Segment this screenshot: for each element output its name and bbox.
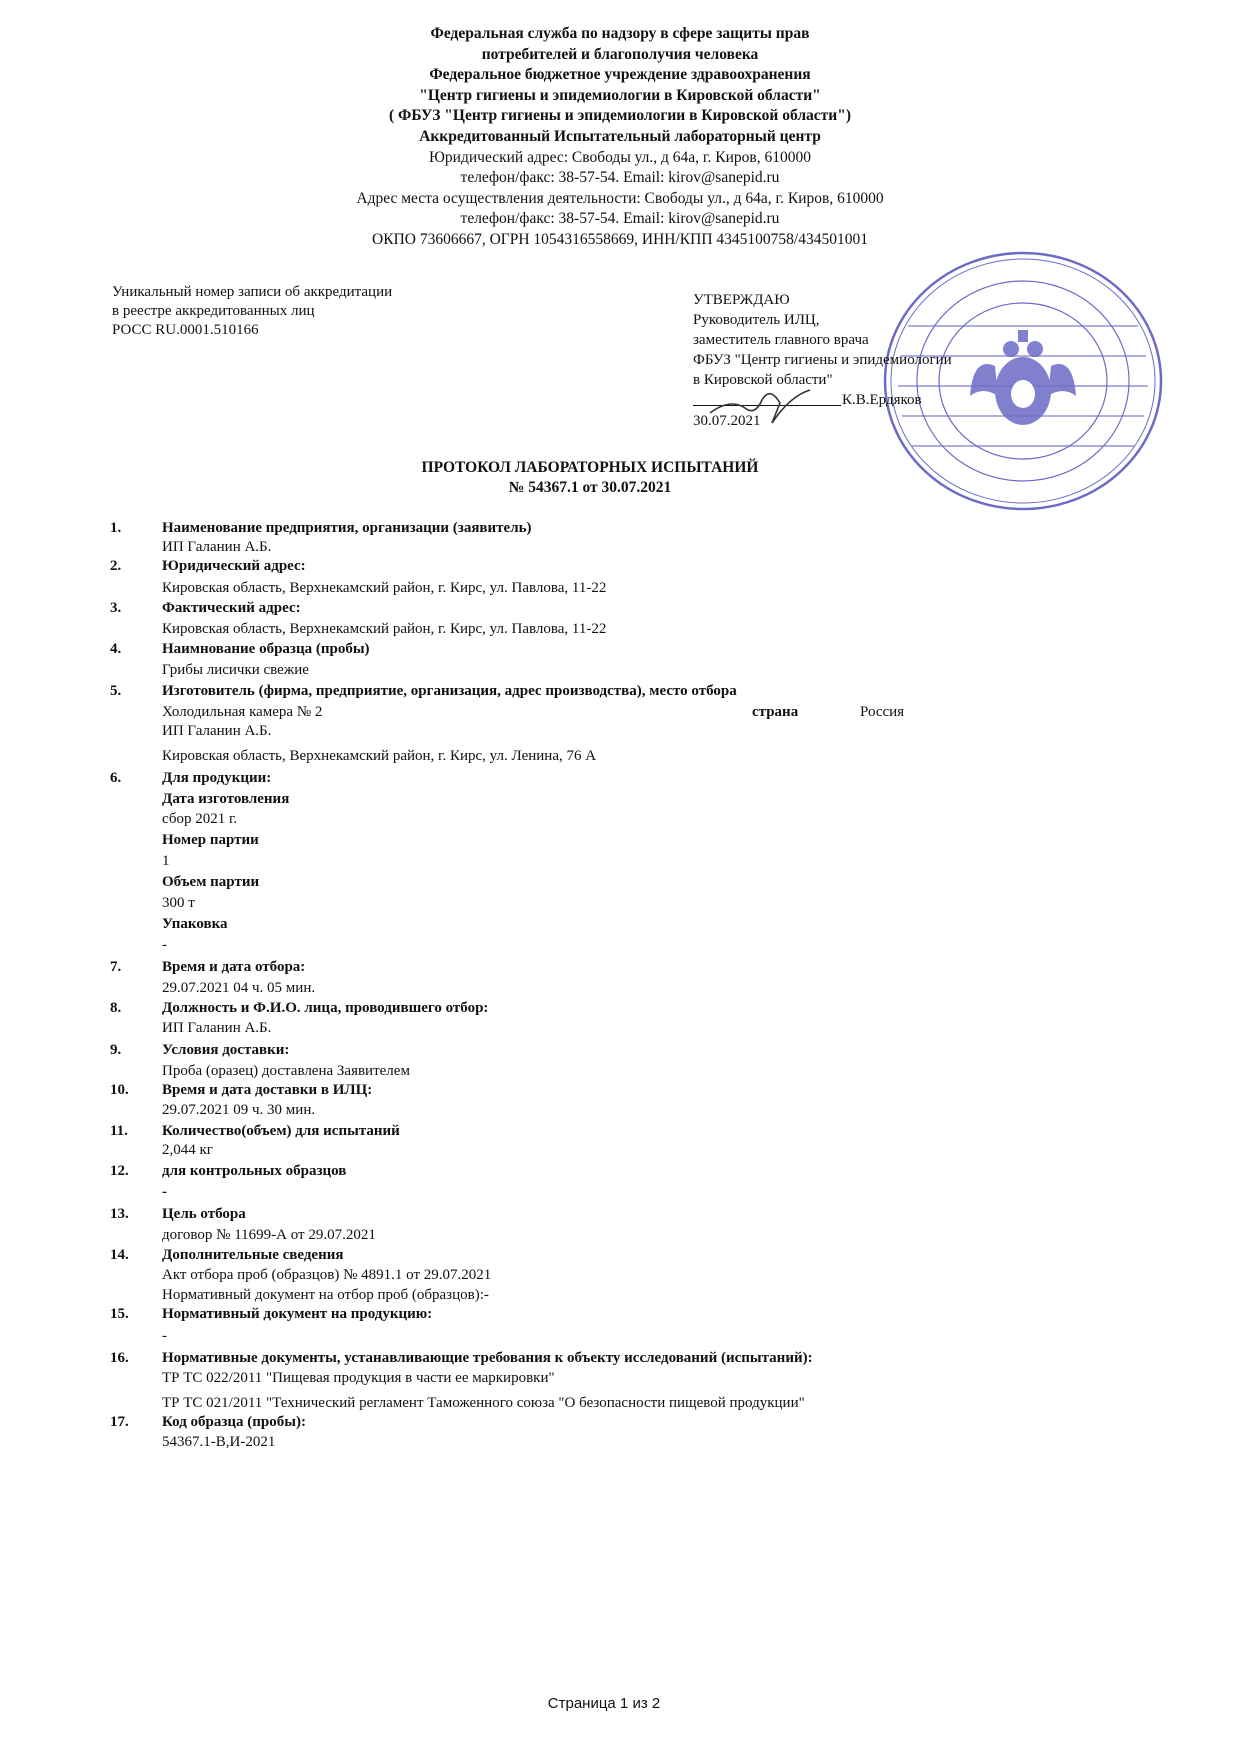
- item-number: 9.: [110, 1042, 122, 1058]
- approval-line: в Кировской области": [693, 372, 833, 388]
- item-number: 11.: [110, 1123, 128, 1139]
- approval-block: [693, 290, 952, 390]
- item-value: 300 т: [162, 895, 195, 911]
- item-label: Нормативные документы, устанавливающие требования к объекту исследований (испытаний):: [162, 1350, 813, 1366]
- item-number: 4.: [110, 641, 122, 657]
- item-value: Холодильная камера № 2: [162, 704, 323, 720]
- item-sublabel: Номер партии: [162, 832, 259, 848]
- accreditation-line: Уникальный номер записи об аккредитации: [112, 284, 393, 300]
- title-line: ПРОТОКОЛ ЛАБОРАТОРНЫХ ИСПЫТАНИЙ: [421, 459, 759, 476]
- item-number: 3.: [110, 600, 122, 616]
- item-number: 13.: [110, 1206, 129, 1222]
- country-value: Россия: [860, 704, 905, 720]
- item-value: договор № 11699-А от 29.07.2021: [162, 1227, 376, 1243]
- item-label: для контрольных образцов: [162, 1163, 347, 1179]
- legal-address: Юридический адрес: Свободы ул., д 64а, г. Киров, 610000: [429, 148, 811, 166]
- item-value: -: [162, 937, 167, 953]
- phone-email: телефон/факс: 38-57-54. Email: kirov@sanepid.ru: [460, 210, 780, 228]
- item-label: Время и дата отбора:: [162, 959, 306, 975]
- item-label: Время и дата доставки в ИЛЦ:: [162, 1082, 373, 1098]
- item-label: Нормативный документ на продукцию:: [162, 1306, 433, 1322]
- approval-line: заместитель главного врача: [693, 332, 869, 348]
- item-sublabel: Дата изготовления: [162, 791, 290, 807]
- item-number: 17.: [110, 1414, 129, 1430]
- phone-email: телефон/факс: 38-57-54. Email: kirov@sanepid.ru: [460, 169, 780, 187]
- item-value: Проба (оразец) доставлена Заявителем: [162, 1063, 410, 1079]
- item-number: 10.: [110, 1082, 129, 1098]
- accreditation-line: в реестре аккредитованных лиц: [112, 303, 315, 319]
- item-number: 12.: [110, 1163, 129, 1179]
- item-number: 6.: [110, 770, 122, 786]
- item-label: Юридический адрес:: [162, 558, 306, 574]
- item-value: 54367.1-В,И-2021: [162, 1434, 276, 1450]
- item-value: 2,044 кг: [162, 1142, 213, 1158]
- item-value: 29.07.2021 09 ч. 30 мин.: [162, 1102, 316, 1118]
- item-number: 14.: [110, 1247, 129, 1263]
- item-number: 16.: [110, 1350, 129, 1366]
- item-number: 7.: [110, 959, 122, 975]
- item-label: Код образца (пробы):: [162, 1414, 306, 1430]
- item-value: Кировская область, Верхнекамский район, г. Кирс, ул. Павлова, 11-22: [162, 580, 607, 596]
- approval-date: 30.07.2021: [693, 413, 761, 429]
- item-sublabel: Упаковка: [162, 916, 228, 932]
- organization-header: [0, 24, 1240, 251]
- item-value: ТР ТС 022/2011 "Пищевая продукция в части ее маркировки": [162, 1370, 555, 1386]
- item-value: -: [162, 1328, 167, 1344]
- header-line: потребителей и благополучия человека: [481, 45, 759, 63]
- item-value: 1: [162, 853, 170, 869]
- item-value: Кировская область, Верхнекамский район, г. Кирс, ул. Павлова, 11-22: [162, 621, 607, 637]
- item-label: Условия доставки:: [162, 1042, 290, 1058]
- item-value: ИП Галанин А.Б.: [162, 723, 272, 739]
- activity-address: Адрес места осуществления деятельности: Свободы ул., д 64а, г. Киров, 610000: [356, 189, 884, 207]
- signer-name: К.В.Ердяков: [842, 392, 922, 408]
- item-label: Фактический адрес:: [162, 600, 301, 616]
- approval-heading: УТВЕРЖДАЮ: [693, 292, 790, 308]
- protocol-title: [0, 458, 1180, 498]
- item-label: Дополнительные сведения: [162, 1247, 344, 1263]
- item-label: Цель отбора: [162, 1206, 246, 1222]
- item-label: Количество(объем) для испытаний: [162, 1123, 400, 1139]
- item-number: 1.: [110, 520, 122, 536]
- header-line: Федеральное бюджетное учреждение здравоохранения: [429, 66, 811, 84]
- item-value: Нормативный документ на отбор проб (образцов):-: [162, 1287, 489, 1303]
- accreditation-number: РОСС RU.0001.510166: [112, 322, 259, 338]
- protocol-number: № 54367.1 от 30.07.2021: [508, 479, 672, 496]
- item-value: -: [162, 1184, 167, 1200]
- item-number: 5.: [110, 683, 122, 699]
- header-line: Аккредитованный Испытательный лабораторный центр: [419, 127, 821, 145]
- item-number: 2.: [110, 558, 122, 574]
- item-value: Кировская область, Верхнекамский район, г. Кирс, ул. Ленина, 76 А: [162, 748, 597, 764]
- item-number: 8.: [110, 1000, 122, 1016]
- item-value: 29.07.2021 04 ч. 05 мин.: [162, 980, 316, 996]
- item-label: Наименование предприятия, организации (заявитель): [162, 520, 532, 536]
- item-label: Наимнование образца (пробы): [162, 641, 370, 657]
- item-sublabel: Объем партии: [162, 874, 260, 890]
- item-number: 15.: [110, 1306, 129, 1322]
- item-value: сбор 2021 г.: [162, 811, 238, 827]
- item-value: Грибы лисички свежие: [162, 662, 309, 678]
- registration-codes: ОКПО 73606667, ОГРН 1054316558669, ИНН/КПП 4345100758/434501001: [372, 230, 868, 248]
- page-number: Страница 1 из 2: [547, 1695, 661, 1712]
- country-label: страна: [752, 704, 799, 720]
- item-value: Акт отбора проб (образцов) № 4891.1 от 29.07.2021: [162, 1267, 492, 1283]
- header-line: "Центр гигиены и эпидемиологии в Кировской области": [419, 86, 821, 104]
- item-label: Должность и Ф.И.О. лица, проводившего отбор:: [162, 1000, 489, 1016]
- header-line: ( ФБУЗ "Центр гигиены и эпидемиологии в Кировской области"): [389, 107, 851, 125]
- accreditation-block: [112, 283, 392, 340]
- item-label: Изготовитель (фирма, предприятие, организация, адрес производства), место отбора: [162, 683, 737, 699]
- approval-line: Руководитель ИЛЦ,: [693, 312, 820, 328]
- approval-line: ФБУЗ "Центр гигиены и эпидемиологии: [693, 352, 952, 368]
- item-value: ИП Галанин А.Б.: [162, 539, 272, 555]
- item-label: Для продукции:: [162, 770, 272, 786]
- header-line: Федеральная служба по надзору в сфере защиты прав: [430, 25, 810, 42]
- item-value: ТР ТС 021/2011 "Технический регламент Таможенного союза "О безопасности пищевой продукции": [162, 1395, 805, 1411]
- item-value: ИП Галанин А.Б.: [162, 1020, 272, 1036]
